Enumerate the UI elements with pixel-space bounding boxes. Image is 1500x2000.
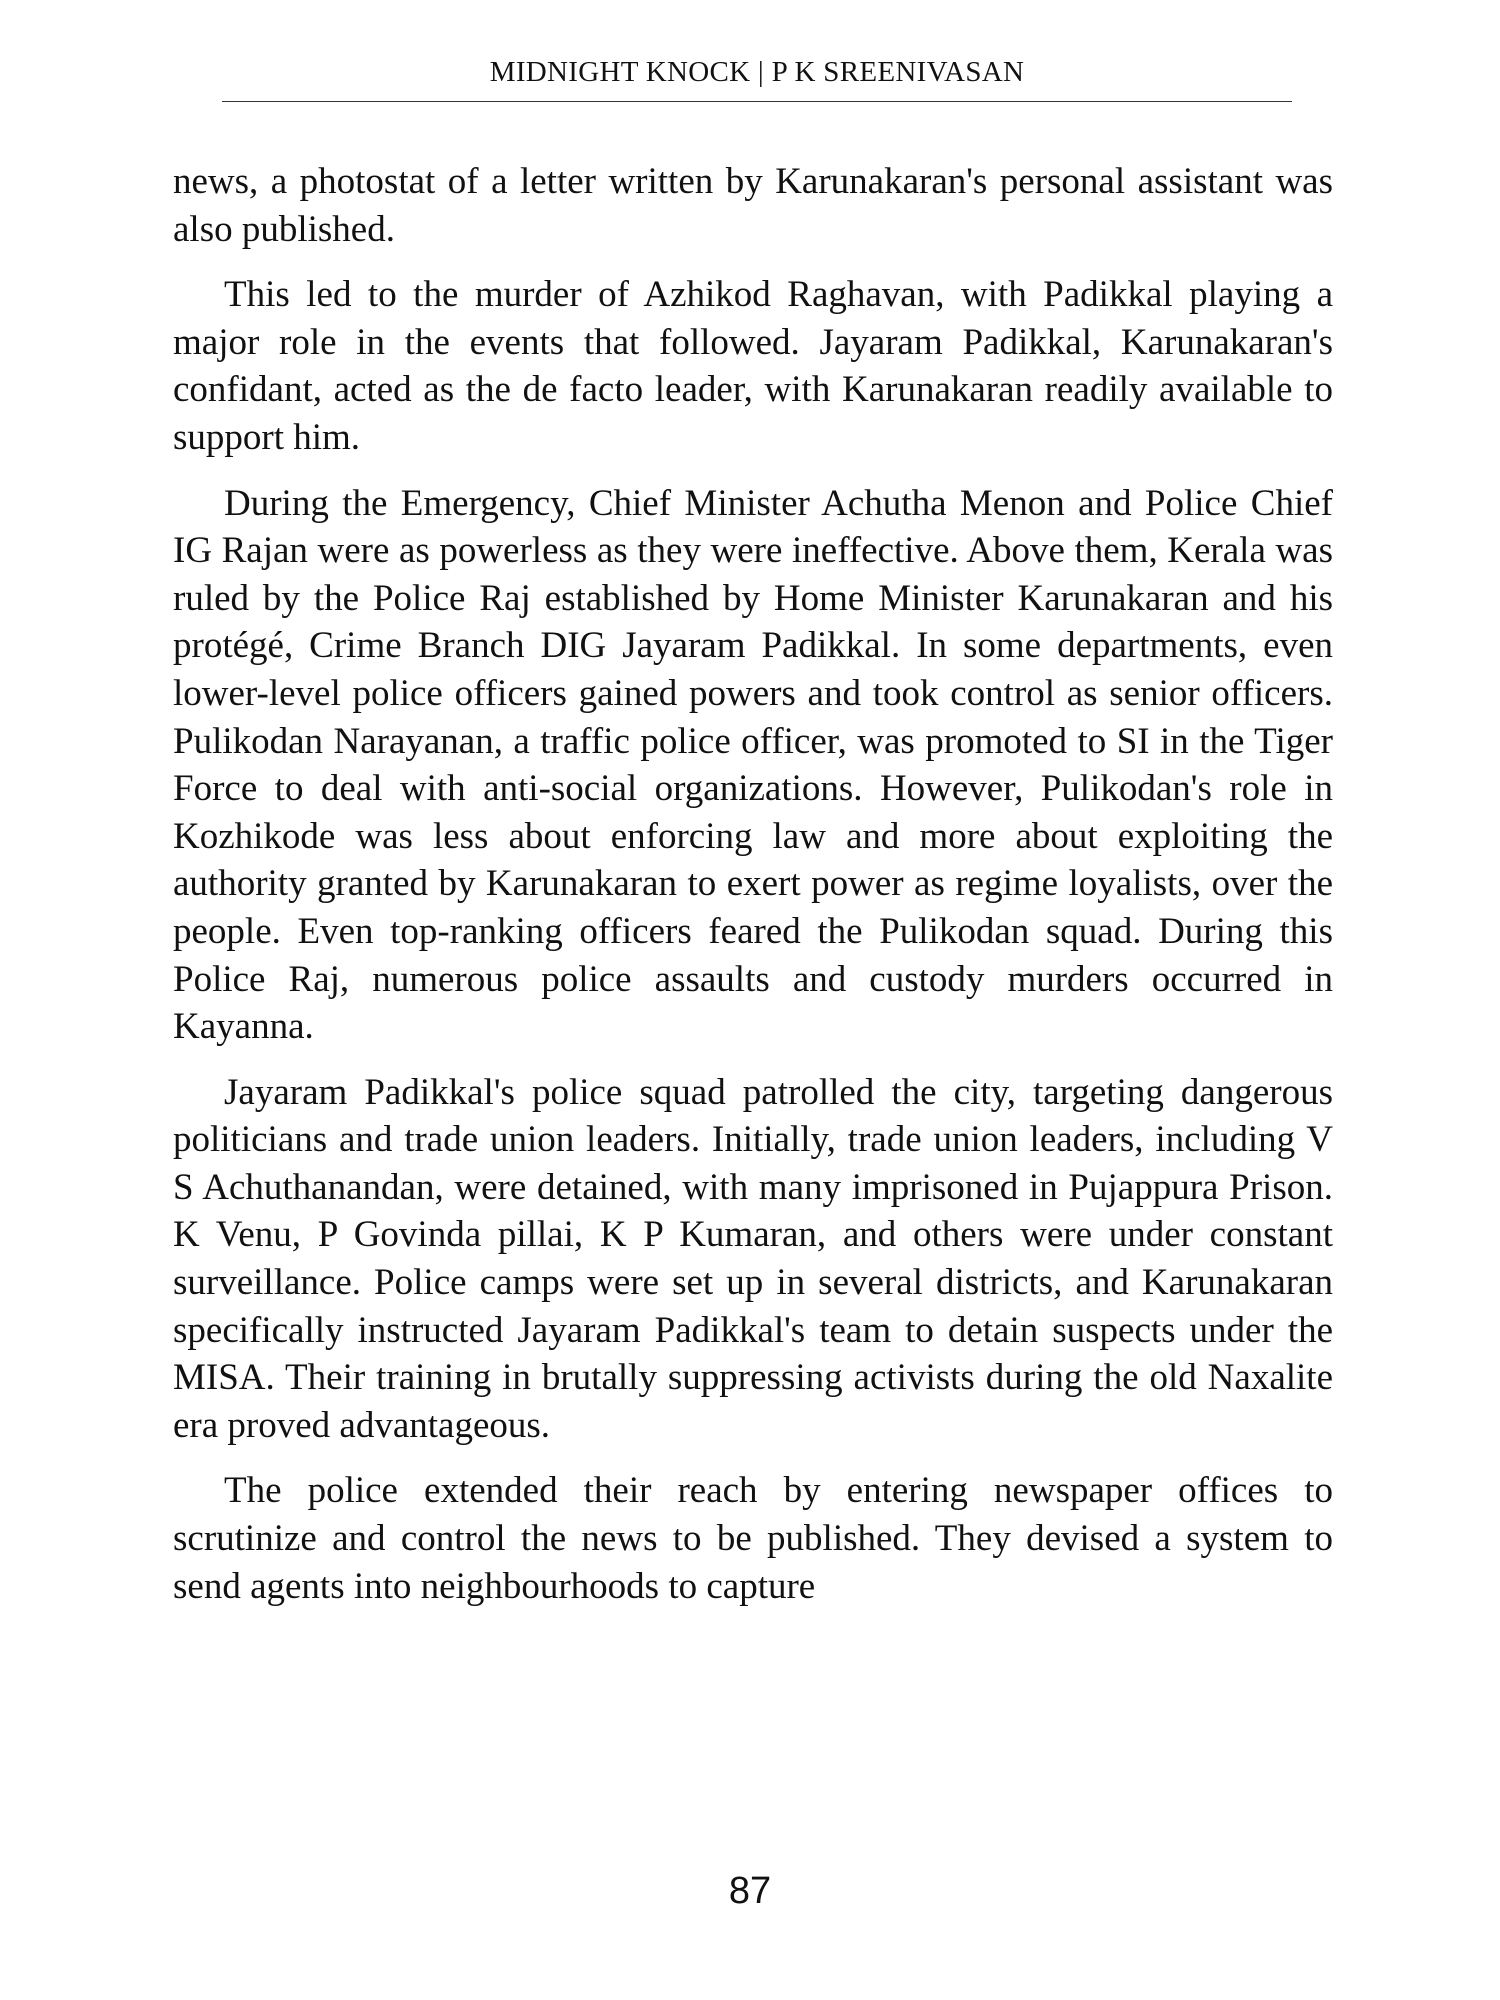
paragraph-5: The police extended their reach by entering newspaper offices to scrutinize and control the news to be published. They devised a system to send agents into neighbourhoods to capture <box>173 1470 1333 1607</box>
running-header: MIDNIGHT KNOCK | P K SREENIVASAN <box>489 56 1025 88</box>
paragraph-2: This led to the murder of Azhikod Raghavan, with Padikkal playing a major role in the events that followed. Jayaram Padikkal, Karunakaran's confidant, acted as the de facto leader, with Karunakaran readily available to support him. <box>173 274 1333 458</box>
paragraph-3: During the Emergency, Chief Minister Achutha Menon and Police Chief IG Rajan were as powerless as they were ineffective. Above them, Kerala was ruled by the Police Raj established by Home Minister Karunakaran and his protégé, Crime Branch DIG Jayaram Padikkal. In some departments, even lower-level police officers gained powers and took control as senior officers. Pulikodan Narayanan, a traffic police officer, was promoted to SI in the Tiger Force to deal with anti-social organizations. However, Pulikodan's role in Kozhikode was less about enforcing law and more about exploiting the authority granted by Karunakaran to exert power as regime loyalists, over the people. Even top-ranking officers feared the Pulikodan squad. During this Police Raj, numerous police assaults and custody murders occurred in Kayanna. <box>173 482 1333 1048</box>
page-body <box>173 158 1333 1628</box>
page-number: 87 <box>728 1870 772 1912</box>
paragraph-4: Jayaram Padikkal's police squad patrolled the city, targeting dangerous politicians and trade union leaders. Initially, trade union leaders, including V S Achuthanandan, were detained, with many imprisoned in Pujappura Prison. K Venu, P Govinda pillai, K P Kumaran, and others were under constant surveillance. Police camps were set up in several districts, and Karunakaran specifically instructed Jayaram Padikkal's team to detain suspects under the MISA. Their training in brutally suppressing activists during the old Naxalite era proved advantageous. <box>173 1071 1333 1446</box>
header-rule <box>222 101 1292 102</box>
paragraph-1: news, a photostat of a letter written by Karunakaran's personal assistant was also published. <box>173 161 1333 250</box>
